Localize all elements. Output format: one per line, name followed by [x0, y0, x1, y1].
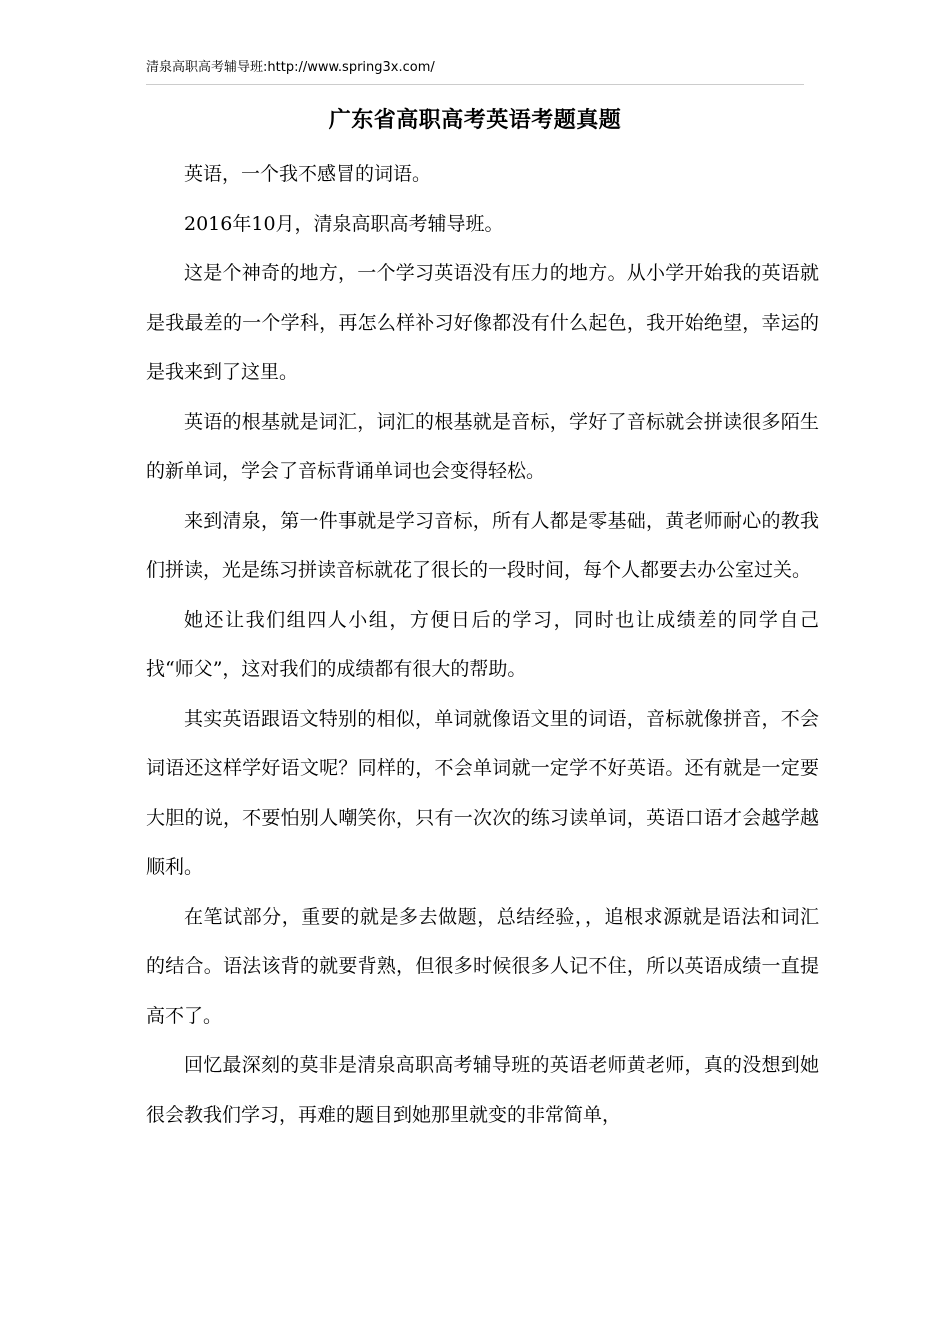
paragraph: 2016年10月，清泉高职高考辅导班。 [184, 212, 504, 235]
header-divider [146, 84, 804, 85]
paragraph: 英语，一个我不感冒的词语。 [184, 163, 432, 185]
paragraph: 这是个神奇的地方，一个学习英语没有压力的地方。从小学开始我的英语就是我最差的一个学科，再怎么样补习好像都没有什么起色，我开始绝望，幸运的是我来到了这里。 [146, 262, 819, 383]
document-body [146, 150, 819, 1140]
paragraph: 英语的根基就是词汇，词汇的根基就是音标，学好了音标就会拼读很多陌生的新单词，学会了音标背诵单词也会变得轻松。 [146, 410, 819, 482]
paragraph: 在笔试部分，重要的就是多去做题，总结经验，，追根求源就是语法和词汇的结合。语法该背的就要背熟，但很多时候很多人记不住，所以英语成绩一直提高不了。 [146, 905, 819, 1027]
paragraph: 回忆最深刻的莫非是清泉高职高考辅导班的英语老师黄老师，真的没想到她很会教我们学习，再难的题目到她那里就变的非常简单， [146, 1054, 819, 1126]
document-title: 广东省高职高考英语考题真题 [328, 108, 622, 133]
page-header: 清泉高职高考辅导班:http://www.spring3x.com/ [146, 60, 435, 75]
paragraph: 其实英语跟语文特别的相似，单词就像语文里的词语，音标就像拼音，不会词语还这样学好语文呢？同样的，不会单词就一定学不好英语。还有就是一定要大胆的说，不要怕别人嘲笑你，只有一次次的练习读单词，英语口语才会越学越顺利。 [146, 707, 819, 878]
paragraph: 来到清泉，第一件事就是学习音标，所有人都是零基础，黄老师耐心的教我们拼读，光是练习拼读音标就花了很长的一段时间，每个人都要去办公室过关。 [146, 509, 819, 581]
paragraph: 她还让我们组四人小组，方便日后的学习，同时也让成绩差的同学自己找“师父”，这对我们的成绩都有很大的帮助。 [146, 608, 819, 680]
